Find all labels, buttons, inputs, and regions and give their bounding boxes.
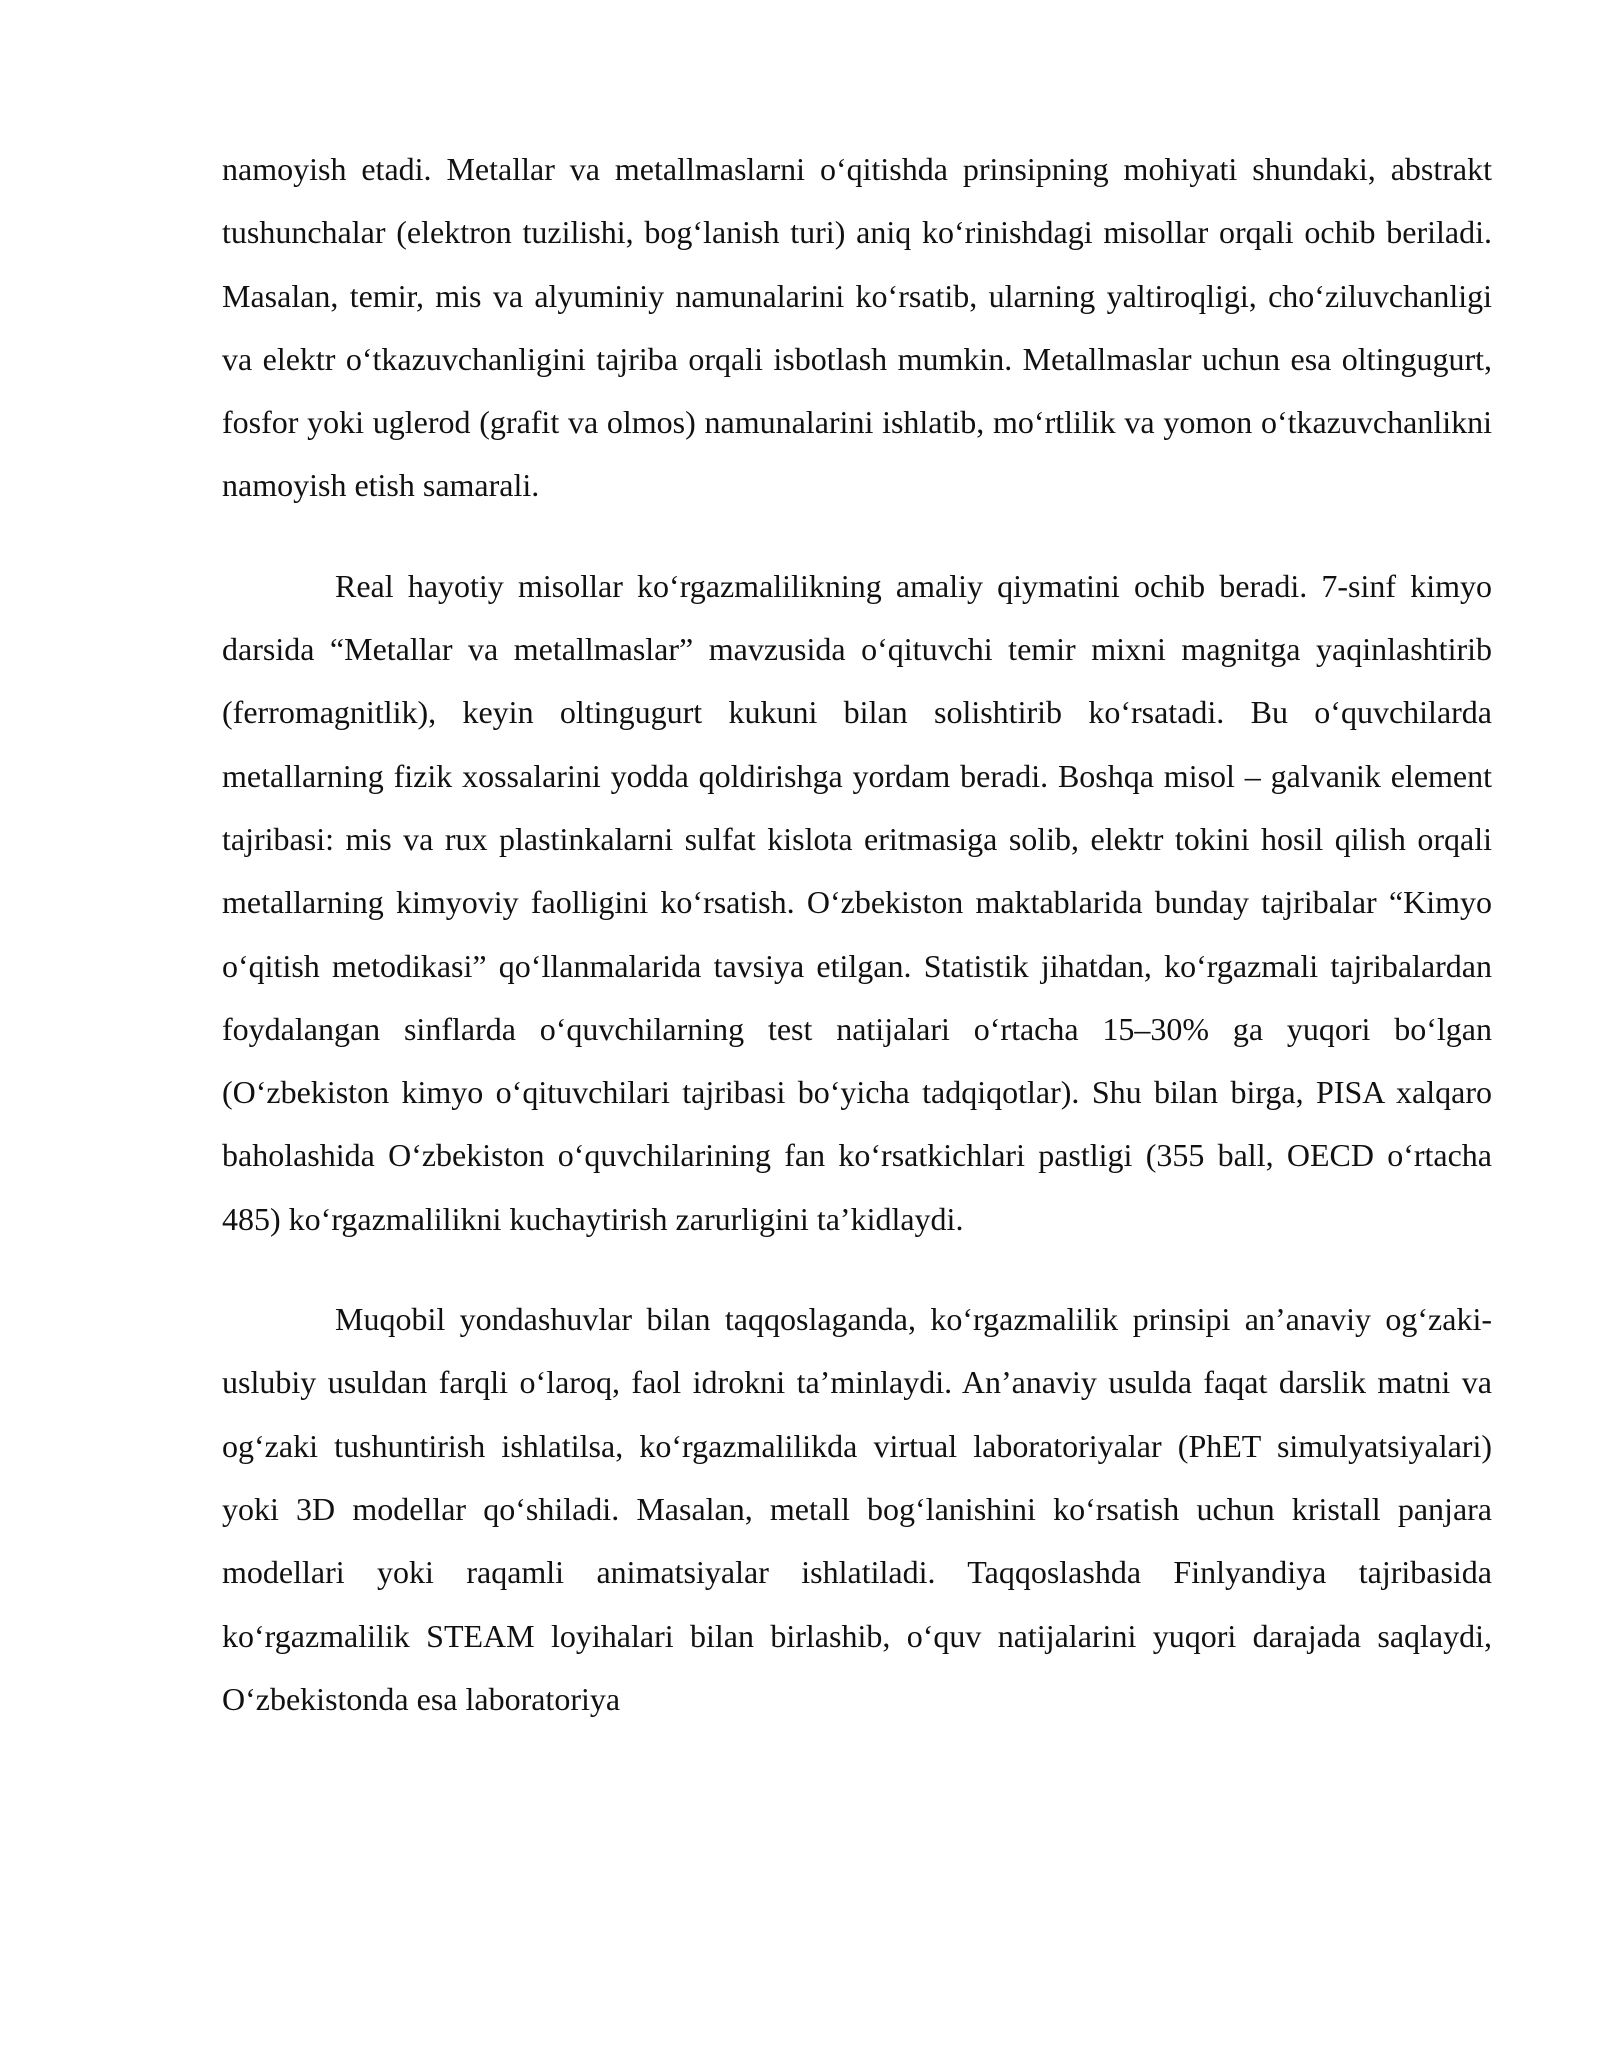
paragraph-3: Muqobil yondashuvlar bilan taqqoslaganda, ko‘rgazmalilik prinsipi an’anaviy og‘zaki-uslubiy usuldan farqli o‘laroq, faol idrokni ta’minlaydi. An’anaviy usulda faqat darslik matni va og‘zaki tushuntirish ishlatilsa, ko‘rgazmalilikda virtual laboratoriyalar (PhET simulyatsiyalari) yoki 3D modellar qo‘shiladi. Masalan, metall bog‘lanishini ko‘rsatish uchun kristall panjara modellari yoki raqamli animatsiyalar ishlatiladi. Taqqoslashda Finlyandiya tajribasida ko‘rgazmalilik STEAM loyihalari bilan birlashib, o‘quv natijalarini yuqori darajada saqlaydi, O‘zbekistonda esa laboratoriya [222, 1301, 1492, 1717]
document-body [222, 138, 1492, 1731]
paragraph-1: namoyish etadi. Metallar va metallmaslarni o‘qitishda prinsipning mohiyati shundaki, abstrakt tushunchalar (elektron tuzilishi, bog‘lanish turi) aniq ko‘rinishdagi misollar orqali ochib beriladi. Masalan, temir, mis va alyuminiy namunalarini ko‘rsatib, ularning yaltiroqligi, cho‘ziluvchanligi va elektr o‘tkazuvchanligini tajriba orqali isbotlash mumkin. Metallmaslar uchun esa oltingugurt, fosfor yoki uglerod (grafit va olmos) namunalarini ishlatib, mo‘rtlilik va yomon o‘tkazuvchanlikni namoyish etish samarali. [222, 151, 1492, 504]
paragraph-2: Real hayotiy misollar ko‘rgazmalilikning amaliy qiymatini ochib beradi. 7-sinf kimyo darsida “Metallar va metallmaslar” mavzusida o‘qituvchi temir mixni magnitga yaqinlashtirib (ferromagnitlik), keyin oltingugurt kukuni bilan solishtirib ko‘rsatadi. Bu o‘quvchilarda metallarning fizik xossalarini yodda qoldirishga yordam beradi. Boshqa misol – galvanik element tajribasi: mis va rux plastinkalarni sulfat kislota eritmasiga solib, elektr tokini hosil qilish orqali metallarning kimyoviy faolligini ko‘rsatish. O‘zbekiston maktablarida bunday tajribalar “Kimyo o‘qitish metodikasi” qo‘llanmalarida tavsiya etilgan. Statistik jihatdan, ko‘rgazmali tajribalardan foydalangan sinflarda o‘quvchilarning test natijalari o‘rtacha 15–30% ga yuqori bo‘lgan (O‘zbekiston kimyo o‘qituvchilari tajribasi bo‘yicha tadqiqotlar). Shu bilan birga, PISA xalqaro baholashida O‘zbekiston o‘quvchilarining fan ko‘rsatkichlari pastligi (355 ball, OECD o‘rtacha 485) ko‘rgazmalilikni kuchaytirish zarurligini ta’kidlaydi. [222, 567, 1492, 1237]
